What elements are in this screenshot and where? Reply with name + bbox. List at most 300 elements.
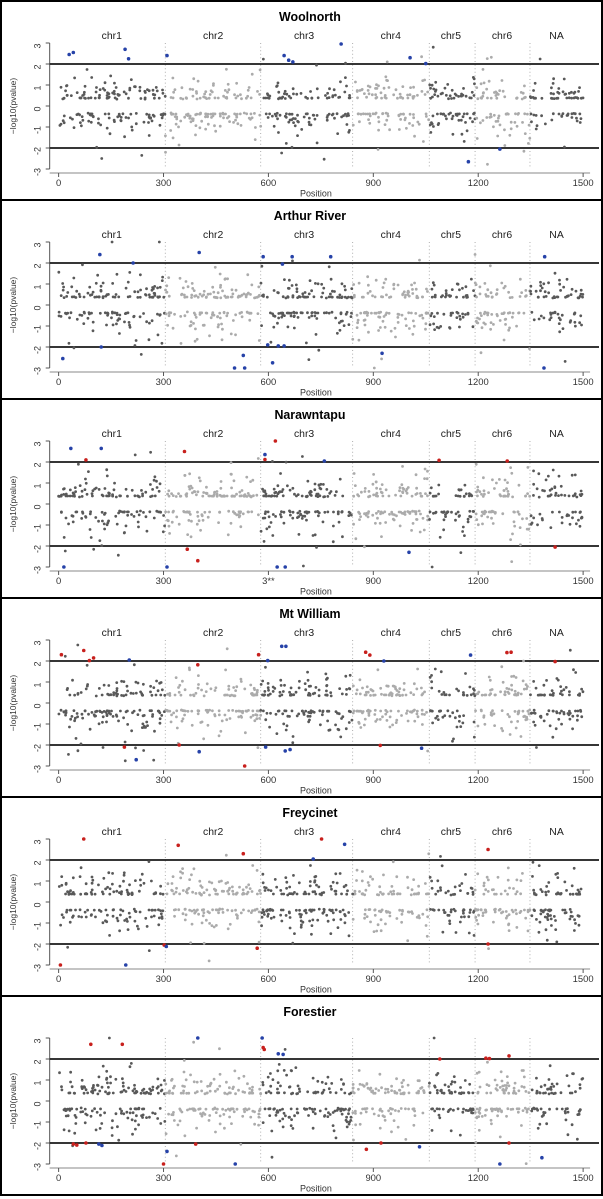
- data-point: [61, 1089, 64, 1092]
- data-point: [152, 93, 155, 96]
- data-point: [344, 113, 347, 116]
- data-point: [460, 882, 463, 885]
- y-tick-label: 3: [32, 640, 43, 646]
- data-point: [169, 129, 172, 132]
- data-point: [483, 282, 486, 285]
- data-point: [575, 290, 578, 293]
- data-point: [482, 893, 485, 896]
- data-point: [483, 82, 486, 85]
- data-point: [402, 113, 405, 116]
- data-point: [398, 511, 401, 514]
- data-point: [434, 668, 437, 671]
- red-highlight-point: [378, 744, 382, 748]
- data-point: [357, 319, 360, 322]
- data-point: [521, 121, 524, 124]
- data-point: [265, 495, 268, 498]
- data-point: [401, 465, 404, 468]
- data-point: [377, 116, 380, 119]
- data-point: [581, 293, 584, 296]
- data-point: [106, 293, 109, 296]
- data-point: [522, 660, 525, 663]
- data-point: [377, 84, 380, 87]
- data-point: [69, 1071, 72, 1074]
- data-point: [201, 922, 204, 925]
- data-point: [173, 313, 176, 316]
- y-tick-label: -2: [32, 743, 43, 753]
- data-point: [82, 322, 85, 325]
- data-point: [482, 91, 485, 94]
- data-point: [235, 493, 238, 496]
- data-point: [211, 286, 214, 289]
- data-point: [556, 97, 559, 100]
- data-point: [305, 495, 308, 498]
- data-point: [132, 692, 135, 695]
- data-point: [363, 1085, 366, 1088]
- data-point: [508, 715, 511, 718]
- data-point: [192, 1041, 195, 1044]
- data-point: [494, 1079, 497, 1082]
- data-point: [560, 114, 563, 117]
- data-point: [233, 512, 236, 515]
- data-point: [245, 476, 248, 479]
- data-point: [135, 112, 138, 115]
- data-point: [87, 97, 90, 100]
- data-point: [309, 880, 312, 883]
- data-point: [535, 1077, 538, 1080]
- data-point: [323, 1089, 326, 1092]
- data-point: [531, 1089, 534, 1092]
- data-point: [455, 296, 458, 299]
- data-point: [184, 688, 187, 691]
- data-point: [448, 326, 451, 329]
- data-point: [464, 873, 467, 876]
- data-point: [336, 882, 339, 885]
- data-point: [175, 709, 178, 712]
- data-point: [231, 709, 234, 712]
- data-point: [291, 741, 294, 744]
- data-point: [158, 711, 161, 714]
- data-point: [159, 722, 162, 725]
- data-point: [247, 89, 250, 92]
- data-point: [245, 296, 248, 299]
- data-point: [300, 913, 303, 916]
- data-point: [376, 668, 379, 671]
- data-point: [159, 694, 162, 697]
- data-point: [130, 126, 133, 129]
- data-point: [479, 1086, 482, 1089]
- red-highlight-point: [92, 656, 96, 660]
- data-point: [273, 491, 276, 494]
- data-point: [155, 694, 158, 697]
- data-point: [476, 1072, 479, 1075]
- data-point: [391, 1108, 394, 1111]
- data-point: [369, 875, 372, 878]
- chromosome-label: chr1: [101, 428, 122, 441]
- red-highlight-point: [177, 743, 181, 747]
- data-point: [65, 295, 68, 298]
- data-point: [140, 1092, 143, 1095]
- data-point: [67, 891, 70, 894]
- data-point: [380, 693, 383, 696]
- data-point: [83, 93, 86, 96]
- data-point: [182, 912, 185, 915]
- data-point: [280, 516, 283, 519]
- data-point: [72, 915, 75, 918]
- data-point: [87, 713, 90, 716]
- data-point: [485, 1092, 488, 1095]
- data-point: [545, 679, 548, 682]
- data-point: [58, 885, 61, 888]
- blue-highlight-point: [72, 51, 76, 55]
- data-point: [358, 339, 361, 342]
- data-point: [203, 942, 206, 945]
- data-point: [126, 511, 129, 514]
- data-point: [390, 1085, 393, 1088]
- data-point: [138, 709, 141, 712]
- red-highlight-point: [82, 837, 86, 841]
- data-point: [579, 121, 582, 124]
- data-point: [316, 114, 319, 117]
- data-point: [497, 876, 500, 879]
- data-point: [543, 694, 546, 697]
- data-point: [388, 513, 391, 516]
- data-point: [426, 477, 429, 480]
- data-point: [386, 719, 389, 722]
- data-point: [328, 265, 331, 268]
- data-point: [333, 88, 336, 91]
- data-point: [382, 286, 385, 289]
- data-point: [142, 312, 145, 315]
- blue-highlight-point: [283, 565, 287, 569]
- data-point: [560, 494, 563, 497]
- data-point: [69, 1081, 72, 1084]
- data-point: [175, 887, 178, 890]
- data-point: [499, 1086, 502, 1089]
- data-point: [314, 1112, 317, 1115]
- data-point: [557, 718, 560, 721]
- data-point: [160, 1090, 163, 1093]
- data-point: [218, 734, 221, 737]
- data-point: [493, 114, 496, 117]
- data-point: [228, 1116, 231, 1119]
- data-point: [281, 712, 284, 715]
- data-point: [112, 92, 115, 95]
- data-point: [509, 733, 512, 736]
- data-point: [361, 687, 364, 690]
- data-point: [431, 288, 434, 291]
- data-point: [185, 913, 188, 916]
- data-point: [374, 914, 377, 917]
- data-point: [428, 84, 431, 87]
- x-axis-title: Position: [299, 1183, 332, 1194]
- data-point: [179, 877, 182, 880]
- data-point: [225, 68, 228, 71]
- data-point: [190, 520, 193, 523]
- data-point: [413, 720, 416, 723]
- data-point: [397, 1110, 400, 1113]
- data-point: [239, 312, 242, 315]
- data-point: [148, 322, 151, 325]
- data-point: [485, 116, 488, 119]
- data-point: [213, 124, 216, 127]
- data-point: [418, 1079, 421, 1082]
- data-point: [407, 486, 410, 489]
- data-point: [128, 321, 131, 324]
- data-point: [528, 713, 531, 716]
- data-point: [456, 726, 459, 729]
- data-point: [462, 1092, 465, 1095]
- data-point: [515, 727, 518, 730]
- data-point: [284, 90, 287, 93]
- data-point: [365, 694, 368, 697]
- data-point: [188, 488, 191, 491]
- data-point: [423, 713, 426, 716]
- data-point: [73, 295, 76, 298]
- chromosome-label: chr4: [380, 826, 401, 839]
- data-point: [363, 490, 366, 493]
- data-point: [291, 296, 294, 299]
- data-point: [106, 523, 109, 526]
- data-point: [77, 692, 80, 695]
- data-point: [307, 720, 310, 723]
- data-point: [385, 910, 388, 913]
- data-point: [118, 929, 121, 932]
- data-point: [217, 911, 220, 914]
- data-point: [291, 113, 294, 116]
- data-point: [541, 519, 544, 522]
- data-point: [463, 113, 466, 116]
- data-point: [85, 688, 88, 691]
- data-point: [330, 278, 333, 281]
- data-point: [448, 1109, 451, 1112]
- red-highlight-point: [505, 651, 509, 655]
- data-point: [210, 882, 213, 885]
- data-point: [125, 312, 128, 315]
- data-point: [191, 491, 194, 494]
- data-point: [98, 687, 101, 690]
- data-point: [219, 730, 222, 733]
- data-point: [189, 115, 192, 118]
- data-point: [399, 495, 402, 498]
- data-point: [408, 122, 411, 125]
- data-point: [507, 291, 510, 294]
- x-tick-label: 1200: [467, 177, 489, 190]
- y-tick-label: -1: [32, 1120, 43, 1130]
- data-point: [534, 724, 537, 727]
- data-point: [493, 487, 496, 490]
- data-point: [223, 495, 226, 498]
- data-point: [385, 112, 388, 115]
- data-point: [92, 1084, 95, 1087]
- data-point: [487, 890, 490, 893]
- data-point: [384, 326, 387, 329]
- data-point: [403, 688, 406, 691]
- data-point: [251, 1086, 254, 1089]
- data-point: [366, 710, 369, 713]
- data-point: [267, 889, 270, 892]
- data-point: [157, 1085, 160, 1088]
- data-point: [103, 684, 106, 687]
- data-point: [182, 1092, 185, 1095]
- data-point: [320, 296, 323, 299]
- data-point: [458, 288, 461, 291]
- data-point: [250, 716, 253, 719]
- data-point: [436, 312, 439, 315]
- data-point: [164, 113, 167, 116]
- data-point: [394, 336, 397, 339]
- data-point: [233, 113, 236, 116]
- data-point: [299, 513, 302, 516]
- data-point: [196, 113, 199, 116]
- data-point: [525, 517, 528, 520]
- data-point: [69, 921, 72, 924]
- data-point: [196, 1081, 199, 1084]
- chromosome-label: chr5: [440, 627, 462, 640]
- data-point: [145, 1116, 148, 1119]
- data-point: [335, 1091, 338, 1094]
- data-point: [196, 909, 199, 912]
- data-point: [90, 1090, 93, 1093]
- data-point: [378, 885, 381, 888]
- data-point: [89, 728, 92, 731]
- data-point: [429, 87, 432, 90]
- data-point: [303, 1107, 306, 1110]
- data-point: [532, 1107, 535, 1110]
- chromosome-label: chr1: [101, 30, 122, 43]
- data-point: [420, 55, 423, 58]
- data-point: [308, 293, 311, 296]
- data-point: [298, 909, 301, 912]
- data-point: [258, 941, 261, 944]
- data-point: [248, 312, 251, 315]
- data-point: [426, 915, 429, 918]
- data-point: [579, 295, 582, 298]
- data-point: [432, 125, 435, 128]
- data-point: [340, 1088, 343, 1091]
- data-point: [171, 882, 174, 885]
- data-point: [111, 241, 114, 244]
- data-point: [579, 511, 582, 514]
- data-point: [105, 324, 108, 327]
- data-point: [112, 694, 115, 697]
- data-point: [532, 680, 535, 683]
- data-point: [358, 282, 361, 285]
- data-point: [111, 311, 114, 314]
- data-point: [393, 1119, 396, 1122]
- data-point: [98, 1090, 101, 1093]
- data-point: [461, 1111, 464, 1114]
- data-point: [312, 1110, 315, 1113]
- data-point: [98, 96, 101, 99]
- data-point: [281, 312, 284, 315]
- data-point: [205, 486, 208, 489]
- data-point: [193, 867, 196, 870]
- data-point: [135, 692, 138, 695]
- data-point: [92, 489, 95, 492]
- data-point: [128, 912, 131, 915]
- data-point: [354, 890, 357, 893]
- data-point: [524, 132, 527, 135]
- data-point: [578, 1113, 581, 1116]
- data-point: [450, 1083, 453, 1086]
- data-point: [73, 1092, 76, 1095]
- data-point: [550, 918, 553, 921]
- data-point: [425, 288, 428, 291]
- data-point: [193, 312, 196, 315]
- data-point: [264, 666, 267, 669]
- data-point: [515, 879, 518, 882]
- data-point: [159, 482, 162, 485]
- data-point: [227, 688, 230, 691]
- data-point: [440, 693, 443, 696]
- data-point: [399, 486, 402, 489]
- data-point: [429, 492, 432, 495]
- data-point: [533, 909, 536, 912]
- data-point: [108, 934, 111, 937]
- data-point: [142, 511, 145, 514]
- blue-highlight-point: [291, 60, 295, 64]
- y-axis-title: −log10(pvalue): [7, 77, 18, 135]
- data-point: [180, 342, 183, 345]
- data-point: [437, 890, 440, 893]
- data-point: [258, 294, 261, 297]
- data-point: [357, 112, 360, 115]
- data-point: [368, 122, 371, 125]
- red-highlight-point: [486, 942, 490, 946]
- data-point: [419, 513, 422, 516]
- data-point: [470, 693, 473, 696]
- data-point: [552, 112, 555, 115]
- data-point: [197, 913, 200, 916]
- data-point: [476, 495, 479, 498]
- data-point: [434, 296, 437, 299]
- data-point: [102, 893, 105, 896]
- data-point: [491, 714, 494, 717]
- data-point: [84, 85, 87, 88]
- data-point: [561, 516, 564, 519]
- data-point: [327, 710, 330, 713]
- data-point: [526, 710, 529, 713]
- x-tick-label: 900: [365, 177, 382, 190]
- data-point: [367, 118, 370, 121]
- data-point: [319, 1110, 322, 1113]
- data-point: [274, 515, 277, 518]
- data-point: [289, 510, 292, 513]
- blue-highlight-point: [243, 366, 247, 370]
- data-point: [83, 296, 86, 299]
- data-point: [106, 127, 109, 130]
- data-point: [527, 910, 530, 913]
- data-point: [124, 741, 127, 744]
- data-point: [560, 1091, 563, 1094]
- blue-highlight-point: [467, 160, 471, 164]
- data-point: [203, 891, 206, 894]
- data-point: [430, 486, 433, 489]
- data-point: [430, 1108, 433, 1111]
- data-point: [568, 96, 571, 99]
- data-point: [123, 532, 126, 535]
- data-point: [491, 478, 494, 481]
- data-point: [280, 152, 283, 155]
- data-point: [488, 676, 491, 679]
- data-point: [232, 1108, 235, 1111]
- data-point: [326, 114, 329, 117]
- data-point: [276, 84, 279, 87]
- data-point: [151, 296, 154, 299]
- data-point: [77, 915, 80, 918]
- data-point: [360, 113, 363, 116]
- data-point: [126, 889, 129, 892]
